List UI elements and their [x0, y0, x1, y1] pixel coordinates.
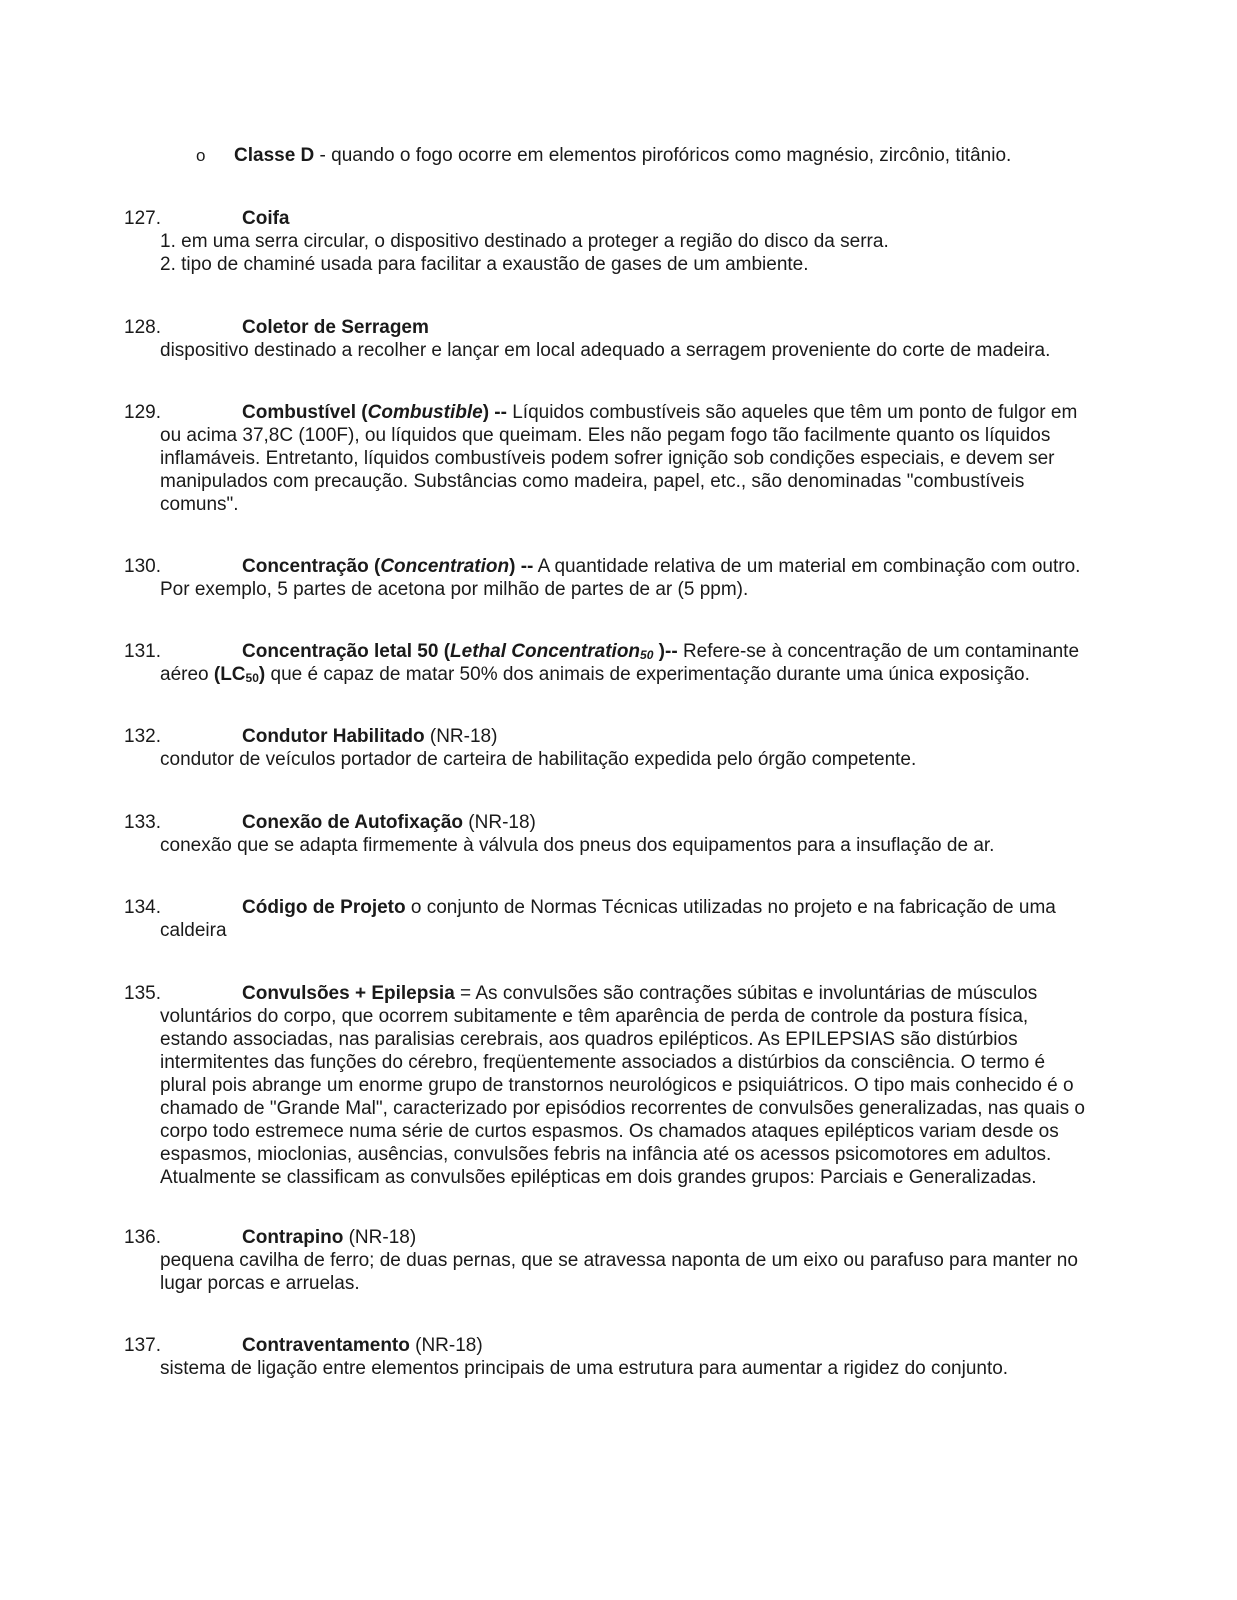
entry-line: ou acima 37,8C (100F), ou líquidos que queimam. Eles não pegam fogo tão facilmente quanto os líquidos — [160, 425, 1051, 446]
entry-line: voluntários do corpo, que ocorrem subitamente e têm aparência de perda de controle da postura física, — [160, 1006, 1029, 1027]
entry-body — [160, 578, 1134, 601]
entry-line: lugar porcas e arruelas. — [160, 1273, 360, 1294]
entry-body — [160, 1357, 1134, 1380]
entry-line — [160, 663, 1134, 686]
entry-line: condutor de veículos portador de carteira de habilitação expedida pelo órgão competente. — [160, 749, 917, 770]
entry-term: Coletor de Serragem — [242, 317, 429, 338]
lc-label: (LC — [213, 664, 246, 685]
entry-129 — [124, 401, 1134, 516]
line-prefix: aéreo — [160, 664, 214, 685]
entry-number: 133. — [124, 812, 161, 833]
entry-term-end: ) -- — [509, 556, 534, 577]
entry-number: 127. — [124, 208, 161, 229]
lc-subscript: 50 — [245, 671, 259, 685]
entry-heading — [242, 896, 1132, 919]
entry-136 — [124, 1226, 1134, 1295]
entry-130 — [124, 555, 1134, 601]
entry-line: pequena cavilha de ferro; de duas pernas, que se atravessa naponta de um eixo ou parafuso para manter no — [160, 1250, 1078, 1271]
entry-heading — [242, 982, 1132, 1005]
entry-number: 132. — [124, 726, 161, 747]
entry-term: Contraventamento — [242, 1335, 410, 1356]
entry-term: Concentração letal 50 ( — [242, 641, 451, 662]
entry-term: Combustível ( — [242, 402, 368, 423]
entry-head-text: Líquidos combustíveis são aqueles que têm um ponto de fulgor em — [506, 402, 1078, 423]
entry-term-subscript: 50 — [640, 648, 654, 662]
entry-line: plural pois abrange um enorme grupo de transtornos neurológicos e psiquiátricos. O tipo mais conhecido é o — [160, 1075, 1074, 1096]
entry-number: 135. — [124, 983, 161, 1004]
entry-132 — [124, 725, 1134, 771]
entry-term: Código de Projeto — [242, 897, 406, 918]
entry-body — [160, 424, 1134, 516]
entry-term: Condutor Habilitado — [242, 726, 425, 747]
entry-number: 129. — [124, 402, 161, 423]
entry-body — [160, 663, 1134, 686]
entry-137 — [124, 1334, 1134, 1380]
entry-number: 137. — [124, 1335, 161, 1356]
entry-line: inflamáveis. Entretanto, líquidos combustíveis podem sofrer ignição sob condições especiais, e devem ser — [160, 448, 1055, 469]
entry-128 — [124, 316, 1134, 362]
entry-term: Convulsões + Epilepsia — [242, 983, 455, 1004]
entry-number: 130. — [124, 556, 161, 577]
entry-body — [160, 339, 1134, 362]
entry-heading — [242, 811, 1132, 834]
entry-line: chamado de "Grande Mal", caracterizado por episódios recorrentes de convulsões generalizadas, nas quais o — [160, 1098, 1085, 1119]
entry-term-english: Concentration — [380, 556, 510, 577]
entry-heading — [242, 207, 1132, 230]
entry-term: Contrapino — [242, 1227, 344, 1248]
entry-number: 136. — [124, 1227, 161, 1248]
entry-line: comuns". — [160, 494, 239, 515]
entry-body — [160, 834, 1134, 857]
entry-heading — [242, 401, 1132, 424]
entry-133 — [124, 811, 1134, 857]
bullet-marker: o — [196, 146, 206, 165]
entry-heading — [242, 555, 1132, 578]
lc-label-end: ) — [258, 664, 266, 685]
entry-line: 1. em uma serra circular, o dispositivo destinado a proteger a região do disco da serra. — [160, 231, 889, 252]
entry-line: Atualmente se classificam as convulsões epilépticas em dois grandes grupos: Parciais e Generalizadas. — [160, 1167, 1037, 1188]
entry-body — [160, 1249, 1134, 1295]
entry-head-text: o conjunto de Normas Técnicas utilizadas no projeto e na fabricação de uma — [405, 897, 1056, 918]
entry-heading — [242, 725, 1132, 748]
entry-heading — [242, 1334, 1132, 1357]
entry-line: 2. tipo de chaminé usada para facilitar a exaustão de gases de um ambiente. — [160, 254, 809, 275]
entry-number: 134. — [124, 897, 161, 918]
entry-heading — [242, 640, 1132, 663]
entry-line: espasmos, mioclonias, ausências, convulsões febris na infância até os acessos psicomotores em adultos. — [160, 1144, 1052, 1165]
entry-head-text: (NR-18) — [343, 1227, 417, 1248]
entry-line: estando associadas, nas paralisias cerebrais, aos quadros epilépticos. As EPILEPSIAS são distúrbios — [160, 1029, 1018, 1050]
entry-body — [160, 919, 1134, 942]
entry-heading — [242, 1226, 1132, 1249]
entry-term-english: Combustible — [367, 402, 483, 423]
entry-line: corpo todo estremece numa série de curtos espasmos. Os chamados ataques epilépticos variam desde os — [160, 1121, 1059, 1142]
entry-head-text: = As convulsões são contrações súbitas e involuntárias de músculos — [454, 983, 1038, 1004]
entry-131 — [124, 640, 1134, 686]
bullet-term: Classe D — [234, 145, 315, 166]
line-suffix: que é capaz de matar 50% dos animais de experimentação durante uma única exposição. — [265, 664, 1030, 685]
entry-134 — [124, 896, 1134, 942]
entry-term-english: Lethal Concentration — [450, 641, 641, 662]
entry-term-end: )-- — [653, 641, 678, 662]
entry-number: 131. — [124, 641, 161, 662]
entry-body — [160, 230, 1134, 276]
entry-head-text: (NR-18) — [424, 726, 498, 747]
entry-term: Concentração ( — [242, 556, 381, 577]
entry-line: intermitentes das funções do cérebro, freqüentemente associados a distúrbios da consciência. O termo é — [160, 1052, 1046, 1073]
entry-line: Por exemplo, 5 partes de acetona por milhão de partes de ar (5 ppm). — [160, 579, 749, 600]
entry-term-end: ) -- — [482, 402, 507, 423]
entry-head-text: Refere-se à concentração de um contaminante — [677, 641, 1080, 662]
entry-line: caldeira — [160, 920, 227, 941]
entry-line: sistema de ligação entre elementos principais de uma estrutura para aumentar a rigidez do conjunto. — [160, 1358, 1009, 1379]
entry-head-text: A quantidade relativa de um material em combinação com outro. — [533, 556, 1081, 577]
entry-body — [160, 748, 1134, 771]
entry-135 — [124, 982, 1134, 1189]
entry-line: dispositivo destinado a recolher e lançar em local adequado a serragem proveniente do corte de madeira. — [160, 340, 1051, 361]
entry-heading — [242, 316, 1132, 339]
entry-head-text: (NR-18) — [463, 812, 536, 833]
entry-line: manipulados com precaução. Substâncias como madeira, papel, etc., são denominadas "combustíveis — [160, 471, 1025, 492]
entry-body — [160, 1005, 1134, 1189]
entry-127 — [124, 207, 1134, 276]
entry-line: conexão que se adapta firmemente à válvula dos pneus dos equipamentos para a insuflação de ar. — [160, 835, 995, 856]
entry-head-text: (NR-18) — [409, 1335, 483, 1356]
bullet-text — [234, 144, 1134, 167]
bullet-description: - quando o fogo ocorre em elementos pirofóricos como magnésio, zircônio, titânio. — [314, 145, 1012, 166]
entry-term: Coifa — [242, 208, 290, 229]
entry-number: 128. — [124, 317, 161, 338]
entry-term: Conexão de Autofixação — [242, 812, 464, 833]
